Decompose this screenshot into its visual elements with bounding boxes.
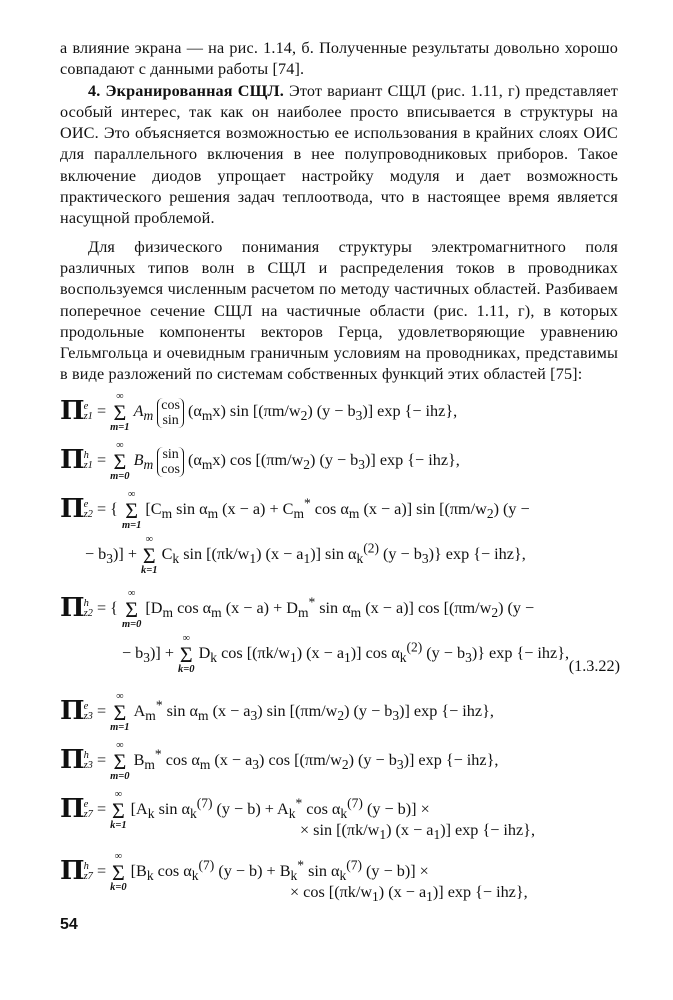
equation-pi-h-z2-cont: − $b_3$)] + ∞ Σ k=0 $D_k$ $\cos [(\pi k/w_1) (x - a_1)]$ $\cos \alpha_k^{(2)}$ $(y - b_3)$} exp {− ihz}, bbox=[122, 633, 570, 675]
equation-body: [$A_k$ $\sin \alpha_k^{(7)}$ $(y - b) + A_k^*$ $\cos \alpha_k^{(7)}$ (y − b)] × bbox=[130, 795, 430, 822]
equation-pi-h-z3: Π h z3 = ∞ Σ m=0 $B_m^*$ $\cos \alpha_m$ $(x - a_3)$ $\cos [(\pi m/w_2) (y - b_3)]$ exp {− ihz}, bbox=[60, 740, 499, 782]
equation-pi-h-z7-cont bbox=[290, 882, 673, 907]
equation-body: [$D_m$ $\cos \alpha_m$ $(x - a) + D_m^*$ $\sin \alpha_m$ (x − a)] $\cos [(\pi m/w_2) (y$ − bbox=[145, 594, 535, 621]
equation-body: $(\alpha_mx)$ $\sin [(\pi m/w_2) (y - b_3)]$ exp {− ihz}, bbox=[188, 402, 458, 424]
equation-number: (1.3.22) bbox=[568, 657, 620, 675]
equation-body: × $\sin [(\pi k/w_1) (x - a_1)]$ exp {− ihz}, bbox=[300, 821, 535, 843]
equation-body: $C_k$ $\sin [(\pi k/w_1) (x - a_1)]$ $\sin \alpha_k^{(2)}$ $(y - b_3)$} exp {− ihz}, bbox=[161, 540, 526, 567]
body-text bbox=[60, 38, 618, 386]
equation-body: [$B_k$ $\cos \alpha_k^{(7)}$ $(y - b) + B_k^*$ $\sin \alpha_k^{(7)}$ (y − b)] × bbox=[130, 857, 429, 884]
equation-body: $(\alpha_mx)$ $\cos [(\pi m/w_2) (y - b_3)]$ exp {− ihz}, bbox=[188, 451, 460, 473]
equation-pi-e-z7: Π e z7 = ∞ Σ k=1 [$A_k$ $\sin \alpha_k^{(7)}$ $(y - b) + A_k^*$ $\cos \alpha_k^{(7)}$ (y − b)] × bbox=[60, 789, 430, 831]
equation-pi-h-z7: Π h z7 = ∞ Σ k=0 [$B_k$ $\cos \alpha_k^{(7)}$ $(y - b) + B_k^*$ $\sin \alpha_k^{(7)}$ (y − b)] × bbox=[60, 851, 429, 893]
paragraph-2 bbox=[60, 81, 618, 230]
paragraph-2-text: Этот вариант СЩЛ (рис. 1.11, г) представляет особый интерес, так как он наиболее просто вписывается в структуры на ОИС. Это объясняется возможностью ее использования в крайних слоях ОИС для параллельного включения в нее полупроводниковых приборов. Такое включение диодов упрощает настройку модуля и дает возможность практического решения задач теплоотвода, что в настоящее время является насущной проблемой. bbox=[60, 81, 619, 228]
equation-pi-h-z1: Π h z1 = ∞ Σ m=0 $B_m$ sin $\cos (\alpha_mx)$ $\cos [(\pi m/w_2) (y - b_3)]$ exp {− ihz}, bbox=[60, 440, 460, 482]
equation-pi-e-z1: Π e z1 = ∞ Σ m=1 $A_m$ cos $\sin (\alpha_mx)$ $\sin [(\pi m/w_2) (y - b_3)]$ exp {− ihz}, bbox=[60, 391, 458, 433]
equation-body: $D_k$ $\cos [(\pi k/w_1) (x - a_1)]$ $\cos \alpha_k^{(2)}$ $(y - b_3)$} exp {− ihz}, bbox=[198, 639, 570, 666]
paragraph-3: Для физического понимания структуры электромагнитного поля различных типов волн в СЩЛ и распределения токов в проводниках воспользуемся численным расчетом по методу частичных областей. Разбиваем поперечное сечение СЩЛ на частичные области (рис. 1.11, г), в которых продольные компоненты векторов Герца, удовлетворяющие уравнению Гельмгольца и очевидным граничным условиям на проводниках, представимы в виде разложений по системам собственных функций этих областей [75]: bbox=[60, 237, 618, 384]
equation-pi-e-z3: Π e z3 = ∞ Σ m=1 $A_m^*$ $\sin \alpha_m$ $(x - a_3)$ $\sin [(\pi m/w_2) (y - b_3)]$ exp {− ihz}, bbox=[60, 691, 494, 733]
equation-body: − $b_3$)] + bbox=[122, 644, 174, 666]
equation-body: $A_m^*$ $\sin \alpha_m$ $(x - a_3)$ $\sin [(\pi m/w_2) (y - b_3)]$ exp {− ihz}, bbox=[133, 697, 494, 724]
equation-pi-e-z2-cont: − $b_3$)] + ∞ Σ k=1 $C_k$ $\sin [(\pi k/w_1) (x - a_1)]$ $\sin \alpha_k^{(2)}$ $(y - b_3)$} exp {− ihz}, bbox=[85, 534, 526, 576]
section-heading: 4. Экранированная СЩЛ. bbox=[88, 81, 284, 100]
equation-pi-e-z2: Π e z2 = { ∞ Σ m=1 [$C_m$ $\sin \alpha_m$ $(x - a) + C_m^*$ $\cos \alpha_m$ (x − a)] $\sin [(\pi m/w_2) (y$ − bbox=[60, 489, 530, 531]
equation-body: × $\cos [(\pi k/w_1) (x - a_1)]$ exp {− ihz}, bbox=[290, 883, 528, 905]
equation-pi-e-z7-cont bbox=[300, 820, 673, 845]
paragraph-1: а влияние экрана — на рис. 1.14, б. Полученные результаты довольно хорошо совпадают с данными работы [74]. bbox=[60, 39, 618, 79]
equation-body: − $b_3$)] + bbox=[85, 545, 137, 567]
equation-body: [$C_m$ $\sin \alpha_m$ $(x - a) + C_m^*$ $\cos \alpha_m$ (x − a)] $\sin [(\pi m/w_2) (y$ − bbox=[145, 495, 530, 522]
equation-body: $B_m^*$ $\cos \alpha_m$ $(x - a_3)$ $\cos [(\pi m/w_2) (y - b_3)]$ exp {− ihz}, bbox=[133, 746, 499, 773]
page-number: 54 bbox=[60, 916, 78, 933]
equation-pi-h-z2: Π h z2 = { ∞ Σ m=0 [$D_m$ $\cos \alpha_m$ $(x - a) + D_m^*$ $\sin \alpha_m$ (x − a)] $\cos [(\pi m/w_2) (y$ − bbox=[60, 588, 535, 630]
